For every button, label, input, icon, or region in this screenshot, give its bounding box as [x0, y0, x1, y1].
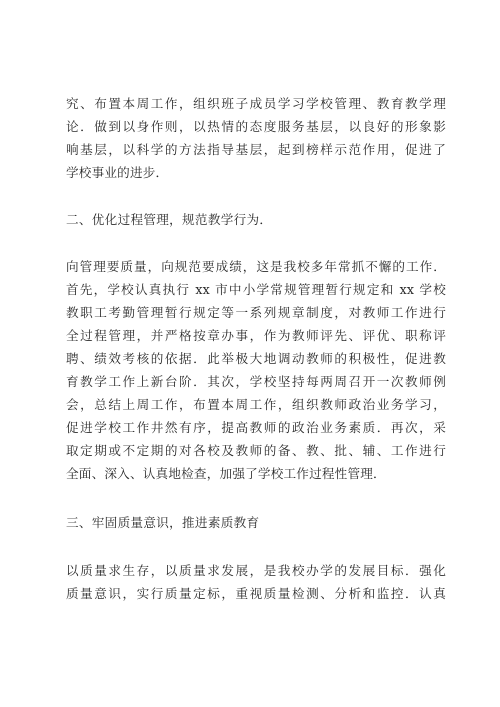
text-line: 促进学校工作井然有序，提高教师的政治业务素质．再次，采 [66, 420, 446, 435]
text-line: 向管理要质量，向规范要成绩，这是我校多年常抓不懈的工作． [66, 259, 446, 274]
text-line: 质量意识，实行质量定标，重视质量检测、分析和监控．认真 [66, 586, 446, 601]
text-line: 全面、深入、认真地检查，加强了学校工作过程性管理． [66, 466, 386, 481]
text-line: 聘、绩效考核的依据．此举极大地调动教师的积极性，促进教 [66, 351, 446, 366]
section-heading-quality-awareness: 三、牢固质量意识，推进素质教育 [66, 515, 260, 530]
text-line: 会，总结上周工作，布置本周工作，组织教师政治业务学习， [66, 397, 446, 412]
text-line: 响基层，以科学的方法指导基层，起到榜样示范作用，促进了 [66, 142, 446, 157]
paragraph-process-management [66, 255, 446, 485]
text-line: 育教学工作上新台阶．其次，学校坚持每两周召开一次教师例 [66, 374, 446, 389]
text-line: 论．做到以身作则，以热情的态度服务基层，以良好的形象影 [66, 119, 446, 134]
paragraph-school-leadership [66, 92, 446, 184]
text-line: 以质量求生存，以质量求发展，是我校办学的发展目标．强化 [66, 563, 446, 578]
text-line: 取定期或不定期的对各校及教师的备、教、批、辅、工作进行 [66, 443, 446, 458]
text-line: 首先，学校认真执行 xx 市中小学常规管理暂行规定和 xx 学校 [66, 282, 446, 297]
paragraph-quality-awareness [66, 559, 446, 605]
text-line: 教职工考勤管理暂行规定等一系列规章制度，对教师工作进行 [66, 305, 446, 320]
section-heading-process-management: 二、优化过程管理，规范教学行为． [66, 212, 273, 227]
text-line: 全过程管理，并严格按章办事，作为教师评先、评优、职称评 [66, 328, 446, 343]
text-line: 究、布置本周工作，组织班子成员学习学校管理、教育教学理 [66, 96, 446, 111]
text-line: 学校事业的进步． [66, 165, 169, 180]
